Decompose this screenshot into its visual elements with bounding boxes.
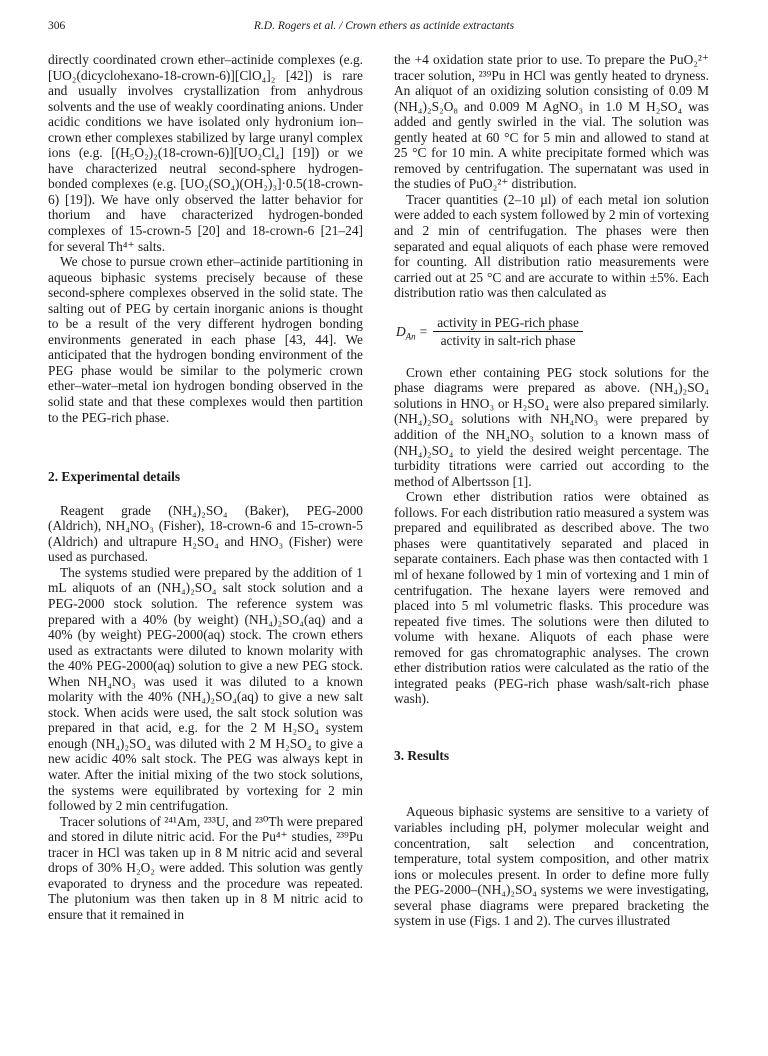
paragraph: We chose to pursue crown ether–actinide partitioning in aqueous biphasic systems precisely because of these second-sphere complexes observed in the solid state. The salting out of PEG by certain inorganic anions is thought to be a result of the very different hydrogen bonding environments generated in each phase [43, 44]. We anticipated that the hydrogen bonding environment of the PEG phase would be similar to the polymeric crown ether–water–metal ion hydrogen bonding observed in the solid state and that these complexes would then partition to the PEG-rich phase.: [48, 254, 363, 425]
page-header: [48, 20, 720, 36]
distribution-ratio-equation: [396, 315, 709, 349]
equation-equals: =: [419, 324, 428, 340]
section-heading: 3. Results: [394, 747, 450, 763]
paragraph: Aqueous biphasic systems are sensitive to a variety of variables including pH, polymer molecular weight and concentration, salt selection and concentration, temperature, total system composition, and other matrix ions or molecules present. In order to define more fully the PEG-2000–(NH₄)₂SO₄ systems we were investigating, several phase diagrams were prepared bracketing the system in use (Figs. 1 and 2). The curves illustrated: [394, 804, 709, 929]
paragraph: Tracer quantities (2–10 µl) of each metal ion solution were added to each system followed by 2 min of vortexing and 2 min of centrifugation. The phases were then separated and equal aliquots of each phase were removed for counting. All distribution ratio measurements were carried out at 25 °C and are accurate to within ±5%. Each distribution ratio was then calculated as: [394, 191, 709, 301]
running-title: R.D. Rogers et al. / Crown ethers as actinide extractants: [253, 20, 515, 32]
equation-fraction: [433, 315, 583, 349]
paragraph: Crown ether distribution ratios were obtained as follows. For each distribution ratio measured a system was prepared and equilibrated as described above. The two phases were quantitatively separated and placed in separate containers. Each phase was then contacted with 1 ml of hexane followed by 1 min of vortexing and 1 min of centrifugation. The hexane layers were removed and placed into 5 ml volumetric flasks. This procedure was repeated five times. The solutions were then diluted to volume with hexane. Aliquots of each phase were removed for gas chromatographic analyses. The crown ether distribution ratios were calculated as the ratio of the integrated peaks (PEG-rich phase wash/salt-rich phase wash).: [394, 489, 709, 707]
paragraph: Reagent grade (NH₄)₂SO₄ (Baker), PEG-2000 (Aldrich), NH₄NO₃ (Fisher), 18-crown-6 and 15-crown-5 (Aldrich) and ultrapure H₂SO₄ and HNO₃ (Fisher) were used as purchased.: [48, 502, 363, 565]
section-heading: 2. Experimental details: [48, 469, 181, 485]
paragraph: Tracer solutions of ²⁴¹Am, ²³³U, and ²³⁰Th were prepared and stored in dilute nitric acid. For the Pu⁴⁺ studies, ²³⁹Pu tracer in HCl was taken up in 8 M nitric acid and several drops of 30% H₂O₂ were added. This solution was gently evaporated to dryness and the procedure was repeated. The plutonium was then taken up in 8 M nitric acid to ensure that it remained in: [48, 813, 363, 922]
equation-denominator: activity in salt-rich phase: [440, 333, 576, 349]
right-column: [394, 52, 709, 929]
paragraph: directly coordinated crown ether–actinide complexes (e.g. [UO₂(dicyclohexano-18-crown-6)][ClO₄]₂ [42]) is rare and usually involves crystallization from anhydrous solvents and the use of weakly coordinating anions. Under acidic conditions we have isolated only hydronium ion–crown ether complexes stabilized by large uranyl complex ions (e.g. [(H₅O₂)₂(18-crown-6)][UO₂Cl₄] [19]) or we have characterized neutral second-sphere hydrogen-bonded complexes (e.g. [UO₂(SO₄)(OH₂)₃]·0.5(18-crown-6) [19]). We have only observed the latter behavior for thorium and have characterized hydrogen-bonded complexes of 15-crown-5 [20] and 18-crown-6 [21–24] for several Th⁴⁺ salts.: [48, 52, 363, 254]
paragraph: The systems studied were prepared by the addition of 1 mL aliquots of an (NH₄)₂SO₄ salt stock solution and a PEG-2000 stock solution. The reference system was prepared with a 40% (by weight) (NH₄)₂SO₄(aq) and a 40% (by weight) PEG-2000(aq) stock. The crown ethers used as extractants were diluted to known molarity with the 40% PEG-2000(aq) solution to give a new PEG stock. When NH₄NO₃ was used it was diluted to a known molarity with the 40% (NH₄)₂SO₄(aq) to give a new salt stock. When acids were used, the salt stock solution was prepared in that acid, e.g. for the 2 M H₂SO₄ system enough (NH₄)₂SO₄ was diluted with 2 M H₂SO₄ to give a new acidic 40% salt stock. The PEG was always kept in water. After the initial mixing of the two stock solutions, the systems were equilibrated by vortexing for 2 min followed by 2 min centrifugation.: [48, 564, 363, 814]
equation-lhs: $D_{An}$: [396, 324, 416, 342]
paragraph: the +4 oxidation state prior to use. To prepare the PuO₂²⁺ tracer solution, ²³⁹Pu in HCl was gently heated to dryness. An aliquot of an oxidizing solution consisting of 0.09 M (NH₄)₂S₂O₈ and 0.009 M AgNO₃ in 1.0 M H₂SO₄ was added and gently swirled in the vial. The solution was gently heated at 60 °C for 5 min and allowed to stand at 25 °C for 10 min. A white precipitate formed which was removed by centrifugation. The supernatant was used in the studies of PuO₂²⁺ distribution.: [394, 52, 709, 192]
left-column: [48, 52, 363, 922]
paragraph: Crown ether containing PEG stock solutions for the phase diagrams were prepared as above. (NH₄)₂SO₄ solutions in HNO₃ or H₂SO₄ were also prepared similarly. (NH₄)₂SO₄ solutions with NH₄NO₃ were prepared by addition of the NH₄NO₃ solution to a known mass of (NH₄)₂SO₄ to yield the desired weight percentage. The turbidity titrations were carried out according to the method of Albertsson [1].: [394, 364, 709, 489]
page-number: 306: [48, 20, 66, 32]
equation-numerator: activity in PEG-rich phase: [433, 315, 583, 333]
